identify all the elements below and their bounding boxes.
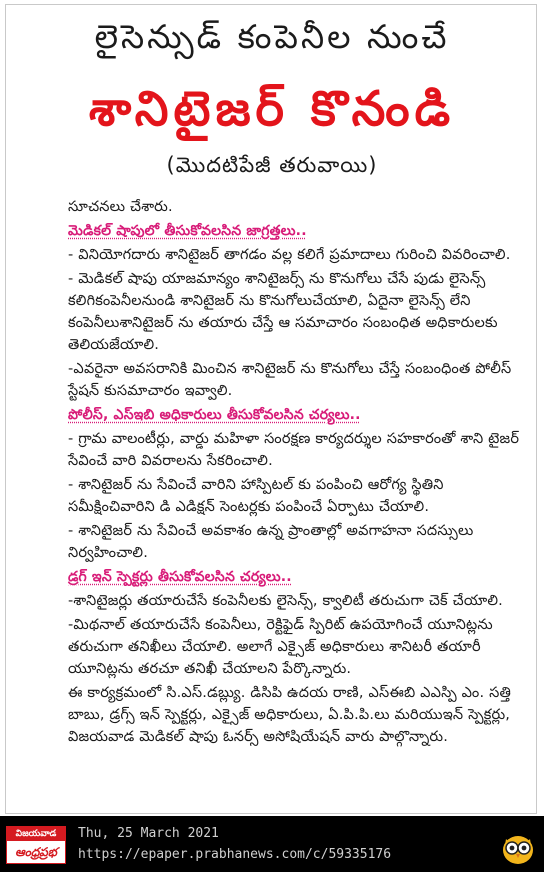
body-paragraph: - వినియోగదారు శానిటైజర్ తాగడం వల్ల కలిగే ప్రమాదాలు గురించి వివరించాలి. (68, 247, 511, 263)
article-body (68, 196, 532, 750)
article-headline: శానిటైజర్ కొనండి (88, 81, 456, 137)
epaper-footer (0, 816, 544, 872)
section-subheading: మెడికల్ షాపులో తీసుకోవలసిన జాగ్రత్తలు.. (68, 223, 307, 239)
section-subheading: డ్రగ్ ఇన్ స్పెక్టర్లు తీసుకోవలసిన చర్యలు.. (68, 569, 292, 585)
edition-date: Thu, 25 March 2021 (78, 826, 219, 841)
body-paragraph: ఈ కార్యక్రమంలో సి.ఎస్.డబ్ల్యు. డిసిపి ఉదయ రాణి, ఎస్ఈబి ఎఎస్పి ఎం. సత్తి బాబు, డ్రగ్స్ ఇన్ స్పెక్టర్లు, ఎక్సైజ్ అధికారులు, ఏ.పి.పి.లు మరియుఇన్ స్పెక్టర్లు, విజయవాడ మెడికల్ షాపు ఓనర్స్ అసోషియేషన్ వారు పాల్గొన్నారు. (68, 685, 512, 745)
body-paragraph: - మెడికల్ షాపు యాజమాన్యం శానిటైజర్స్ ను కొనుగోలు చేసే పుడు లైసెన్స్ కలిగికంపెనీలనుండి శానిటైజర్ ను కొనుగోలుచేయాలి, ఏదైనా లైసెన్స్ లేని కంపెనీలుశానిటైజర్ ను తయారు చేస్తే ఆ సమాచారం సంబంధిత అధికారులకు తెలియజేయాలి. (68, 271, 498, 353)
body-paragraph: -శానిటైజర్లు తయారుచేసే కంపెనీలకు లైసెన్స్, క్వాలిటీ తరుచుగా చెక్ చేయాలి. (68, 593, 503, 609)
body-paragraph: -మిథనాల్ తయారుచేసే కంపెనీలు, రెక్టిఫైడ్ స్పిరిట్ ఉపయోగించే యూనిట్లను తరుచుగా తనిఖీలు చేయాలి. అలాగే ఎక్సైజ్ అధికారులు శానిటరీ తయారీ యూనిట్లను తరచూ తనిఖీ చేయాలని పేర్కొన్నారు. (68, 617, 493, 677)
body-paragraph: -ఎవరైనా అవసరానికి మించిన శానిటైజర్ ను కొనుగోలు చేస్తే సంబంధింత పోలీస్ స్టేషన్ కుసమాచారం ఇవ్వాలి. (68, 361, 512, 399)
body-paragraph: - శానిటైజర్ ను సేవించే వారిని హాస్పిటల్ కు పంపించి ఆరోగ్య స్థితిని సమీక్షించివారిని డి ఎడిక్షన్ సెంటర్లకు పంపించే ఏర్పాటు చేయాలి. (68, 477, 444, 515)
logo-edition: విజయవాడ (7, 827, 65, 841)
epaper-url-link[interactable]: https://epaper.prabhanews.com/c/59335176 (78, 847, 392, 862)
continued-from-label: (మొదటిపేజీ తరువాయి) (166, 153, 378, 177)
article-kicker: లైసెన్సుడ్ కంపెనీల నుంచే (94, 17, 450, 56)
section-subheading: పోలీస్, ఎస్ఇబి అధికారులు తీసుకోవలసిన చర్యలు.. (68, 407, 361, 423)
body-paragraph: - గ్రామ వాలంటీర్లు, వార్డు మహిళా సంరక్షణ కార్యదర్శుల సహకారంతో శాని టైజర్ సేవించే వారి వివరాలను సేకరించాలి. (68, 431, 520, 469)
body-paragraph: - శానిటైజర్ ను సేవించే అవకాశం ఉన్న ప్రాంతాల్లో అవగాహనా సదస్సులు నిర్వహించాలి. (68, 523, 474, 561)
body-paragraph: సూచనలు చేశారు. (68, 199, 173, 215)
newspaper-logo[interactable] (6, 826, 66, 864)
logo-masthead: ఆంధ్రప్రభ (15, 845, 57, 859)
owl-icon (500, 830, 536, 866)
